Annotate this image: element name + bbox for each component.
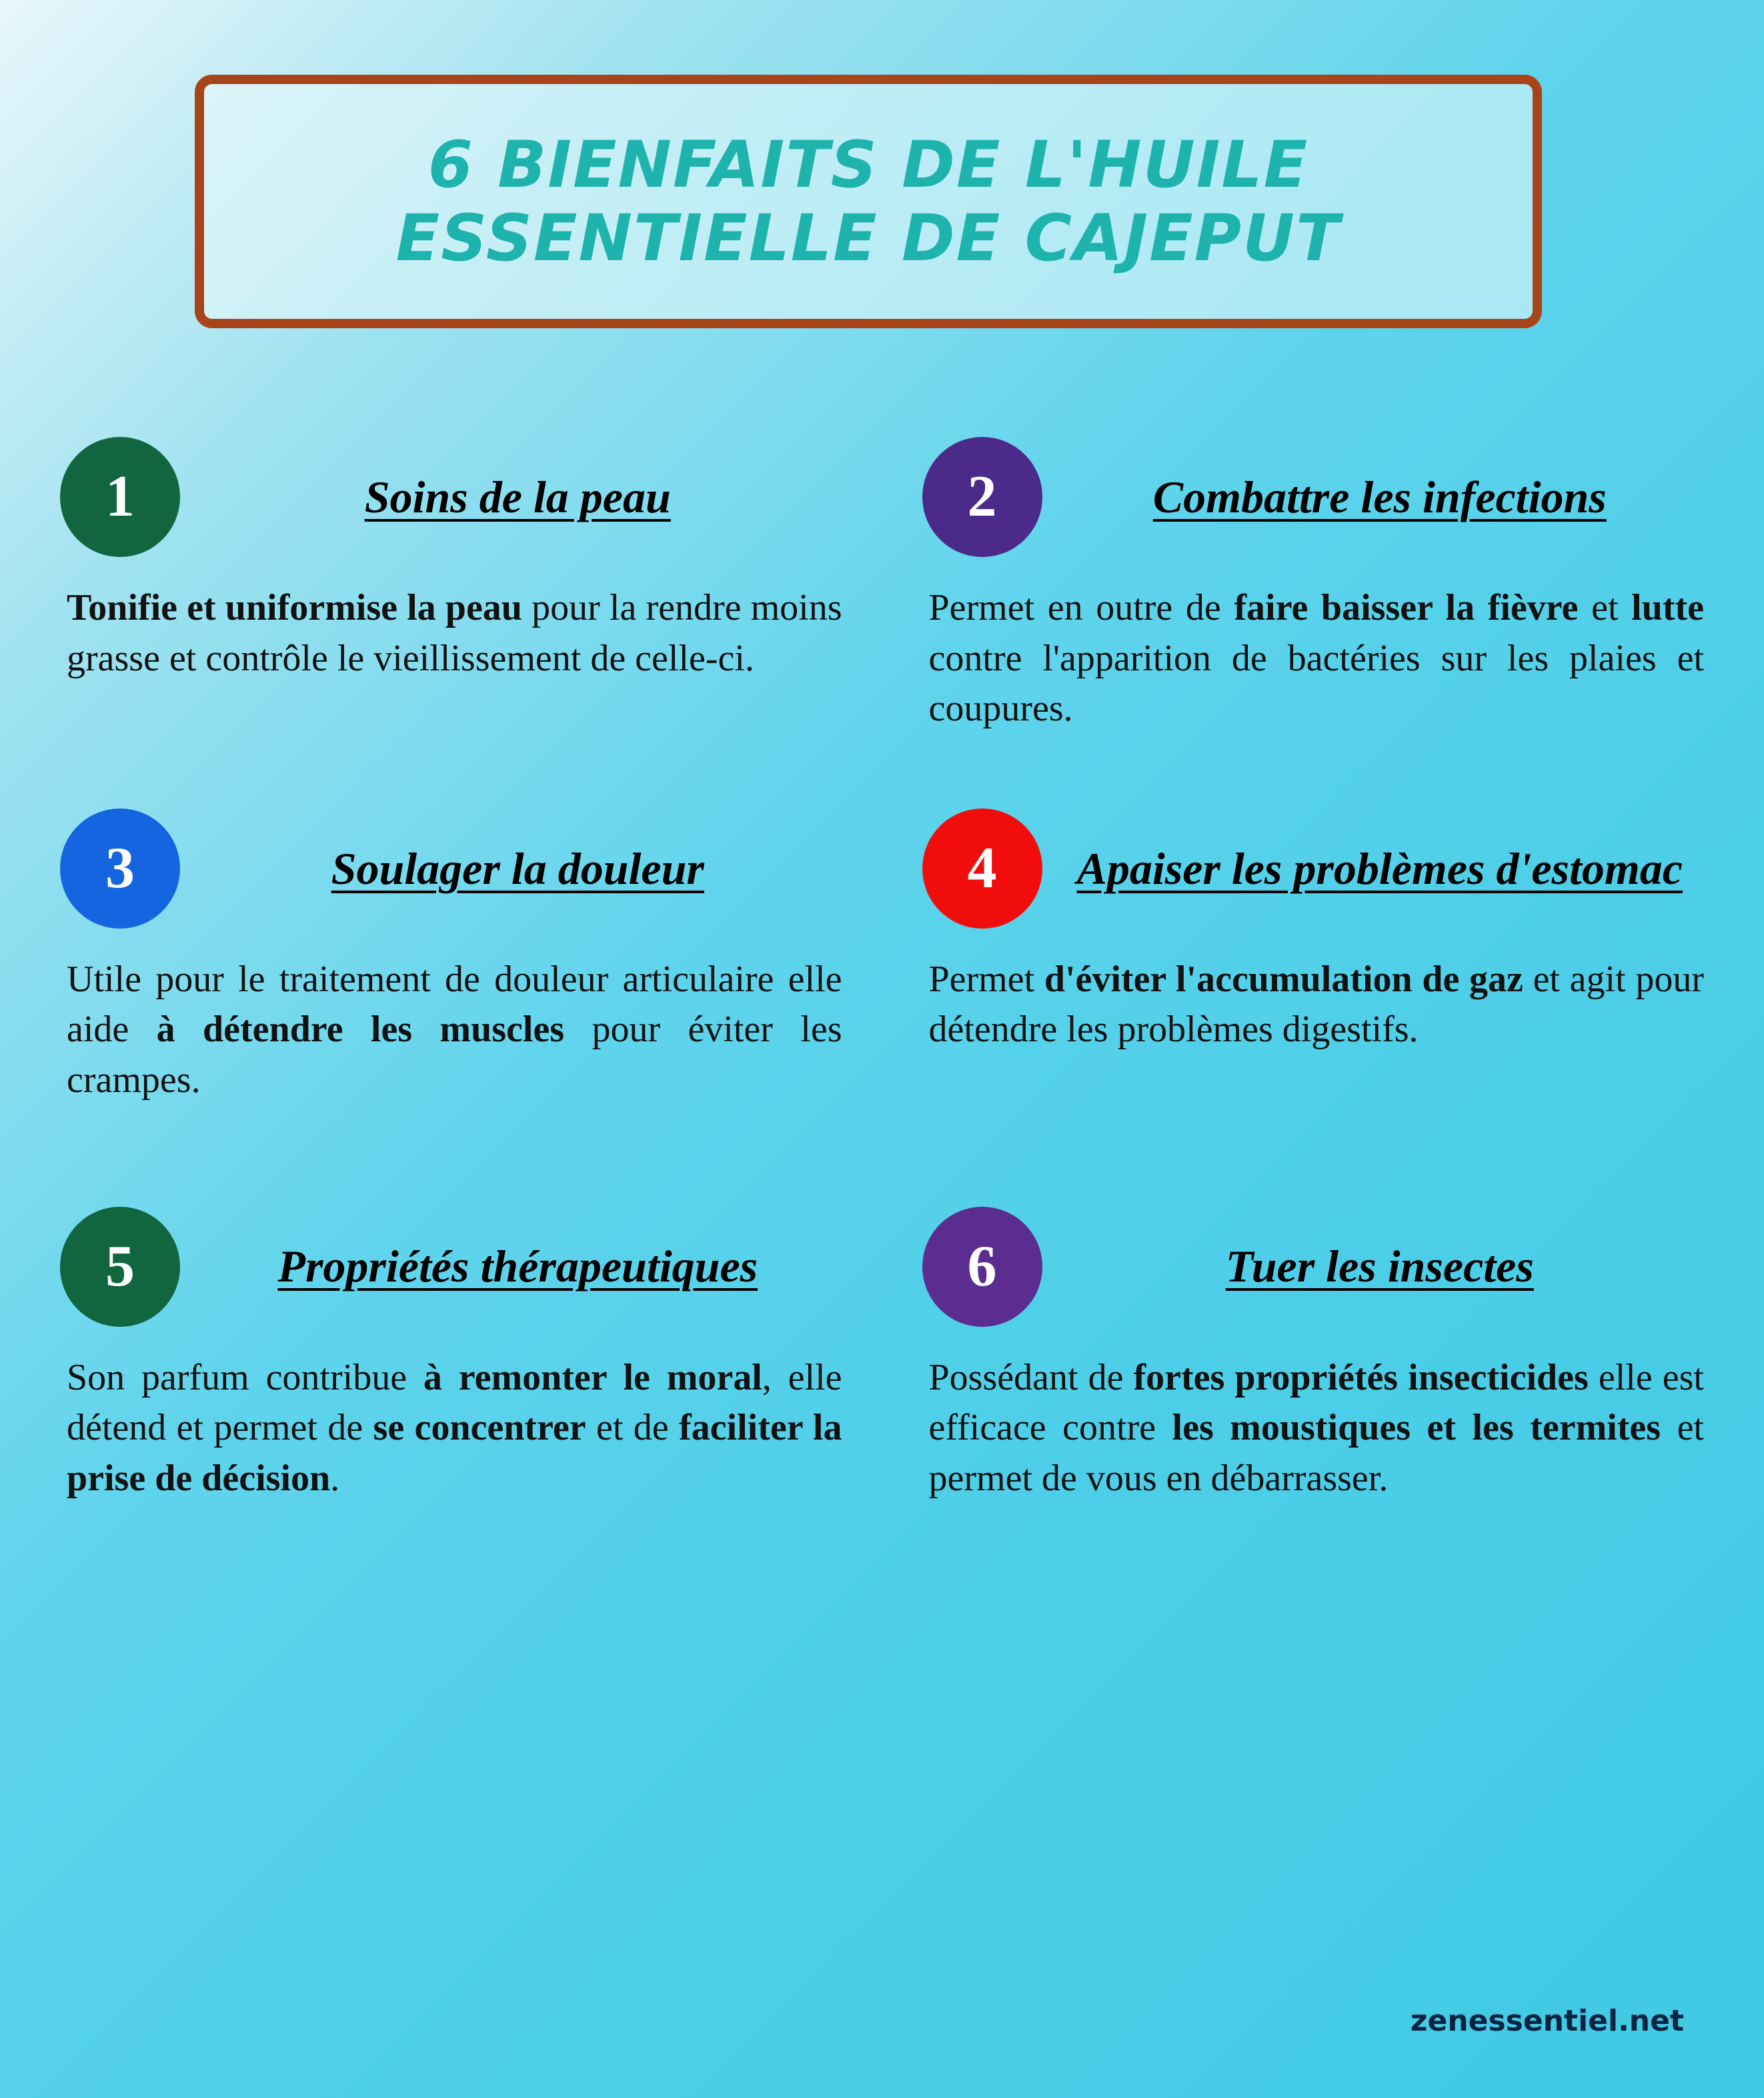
benefit-6-body: Possédant de fortes propriétés insecticides elle est efficace contre les moustiques et les termites et permet de vous en débarrasser. <box>928 1356 1704 1499</box>
benefit-2-heading <box>1042 470 1705 524</box>
benefit-6-header <box>922 1203 1705 1330</box>
benefit-4-body: Permet d'éviter l'accumulation de gaz et agit pour détendre les problèmes digestifs. <box>928 958 1704 1051</box>
benefit-4-heading <box>1042 842 1705 895</box>
benefit-3-number-badge: 3 <box>60 809 180 929</box>
benefit-4-heading-text: Apaiser les problèmes d'estomac <box>1076 843 1683 894</box>
benefit-6-heading-text: Tuer les insectes <box>1225 1241 1534 1292</box>
benefit-item-4 <box>882 805 1764 1106</box>
benefit-1-heading-text: Soins de la peau <box>364 471 671 522</box>
benefit-2-number-badge: 2 <box>922 437 1042 557</box>
benefit-2-body: Permet en outre de faire baisser la fièvre et lutte contre l'apparition de bactéries sur les plaies et coupures. <box>928 587 1705 730</box>
benefit-1-number-badge: 1 <box>60 437 180 557</box>
site-watermark: zenessentiel.net <box>1410 2004 1684 2038</box>
benefit-6-number-badge: 6 <box>922 1207 1042 1327</box>
benefit-item-5 <box>0 1203 882 1504</box>
benefit-6-heading <box>1042 1239 1705 1293</box>
benefit-2-header <box>922 434 1705 560</box>
benefit-1-heading <box>180 470 842 524</box>
benefit-item-6 <box>882 1203 1764 1504</box>
benefit-item-1 <box>0 434 882 734</box>
benefit-5-heading-text: Propriétés thérapeutiques <box>277 1241 758 1292</box>
benefits-row-2 <box>0 805 1764 1106</box>
benefit-3-header <box>60 805 842 932</box>
benefit-2-heading-text: Combattre les infections <box>1152 471 1607 522</box>
row-spacer-1 <box>0 758 1764 805</box>
benefit-4-number-badge: 4 <box>922 809 1042 929</box>
benefit-5-heading <box>180 1239 842 1293</box>
benefit-1-header <box>60 434 842 560</box>
benefits-grid <box>0 434 1764 1504</box>
page-title: 6 BIENFAITS DE L'HUILE ESSENTIELLE DE CAJEPUT <box>395 127 1341 276</box>
benefit-5-body: Son parfum contribue à remonter le moral, elle détend et permet de se concentrer et de faciliter la prise de décision. <box>67 1356 842 1499</box>
benefit-3-body: Utile pour le traitement de douleur articulaire elle aide à détendre les muscles pour éviter les crampes. <box>67 958 842 1101</box>
title-banner <box>195 75 1542 328</box>
benefit-5-number-badge: 5 <box>60 1207 180 1327</box>
benefit-3-heading <box>180 842 842 895</box>
benefit-3-heading-text: Soulager la douleur <box>331 843 704 894</box>
benefits-row-1 <box>0 434 1764 734</box>
benefit-item-3 <box>0 805 882 1106</box>
row-spacer-2 <box>0 1130 1764 1203</box>
benefit-5-header <box>60 1203 842 1330</box>
benefit-4-header <box>922 805 1705 932</box>
benefit-1-body: Tonifie et uniformise la peau pour la rendre moins grasse et contrôle le vieillissement de celle-ci. <box>67 587 842 679</box>
benefits-row-3 <box>0 1203 1764 1504</box>
benefit-item-2 <box>882 434 1764 734</box>
